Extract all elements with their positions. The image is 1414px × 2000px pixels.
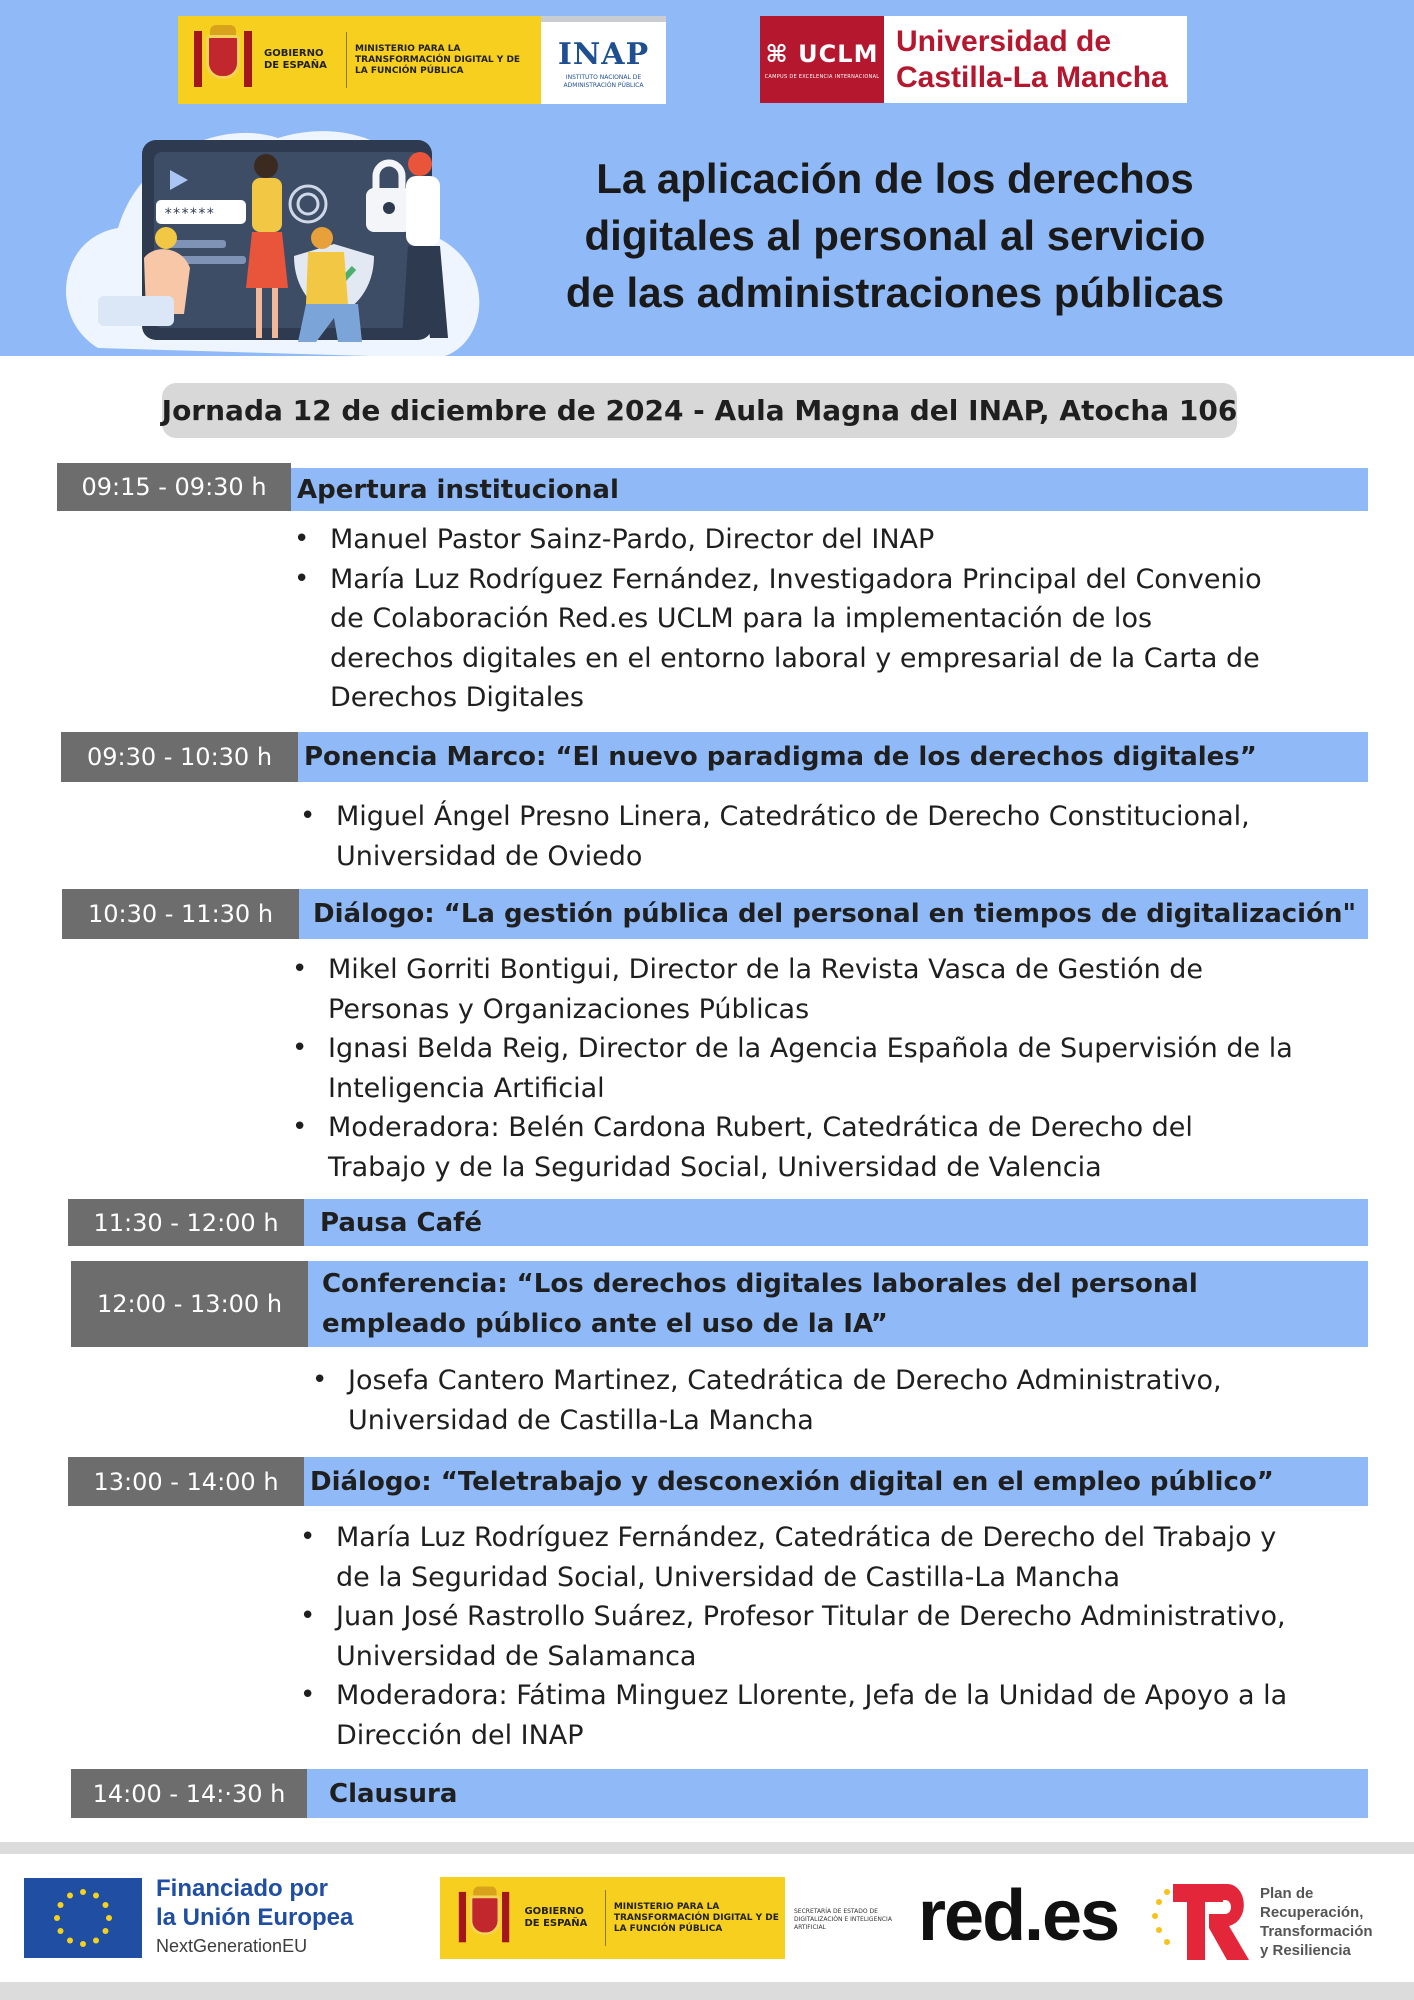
prtr-logo-icon [1145, 1874, 1255, 1964]
ministerio-label: MINISTERIO PARA LA TRANSFORMACIÓN DIGITAL Y DE LA FUNCIÓN PÚBLICA [355, 43, 521, 76]
uclm-wordmark: ⌘ UCLM [765, 39, 879, 68]
event-title-line1: La aplicación de los derechos [596, 155, 1194, 202]
list-item: • Moderadora: Belén Cardona Rubert, Catedrática de Derecho del Trabajo y de la Seguridad Social, Universidad de Valencia [286, 1108, 1366, 1187]
spain-coat-of-arms-icon [188, 25, 258, 95]
session-time: 13:00 - 14:00 h [68, 1457, 304, 1506]
event-title-line3: de las administraciones públicas [565, 269, 1225, 316]
uclm-name-line1: Universidad de [896, 24, 1112, 58]
uclm-antenna-icon: ⌘ [765, 39, 789, 68]
session-title: Apertura institucional [291, 468, 1368, 511]
session-title: Ponencia Marco: “El nuevo paradigma de los derechos digitales” [298, 732, 1368, 782]
list-item: • Manuel Pastor Sainz-Pardo, Director del INAP [288, 520, 1348, 560]
session-time: 12:00 - 13:00 h [71, 1261, 308, 1347]
list-item: • Mikel Gorriti Bontigui, Director de la Revista Vasca de Gestión de Personas y Organizaciones Públicas [286, 950, 1366, 1029]
event-title [505, 150, 1285, 321]
list-item: • Miguel Ángel Presno Linera, Catedrático de Derecho Constitucional, Universidad de Oviedo [294, 797, 1354, 876]
gobierno-label: GOBIERNO DE ESPAÑA [264, 48, 327, 71]
eu-funding-label: Financiado por la Unión Europea NextGenerationEU [156, 1875, 354, 1956]
svg-text:******: ****** [164, 206, 215, 222]
speaker-list [294, 1518, 1374, 1755]
eu-flag-icon [24, 1878, 142, 1958]
gobierno-inap-logo [178, 16, 666, 104]
spain-coat-of-arms-icon [453, 1887, 515, 1950]
speaker-list [288, 520, 1348, 718]
uclm-logo [760, 16, 1187, 103]
session-time: 09:30 - 10:30 h [61, 732, 298, 782]
header-banner [0, 0, 1414, 356]
uclm-tagline: CAMPUS DE EXCELENCIA INTERNACIONAL [764, 73, 880, 80]
cybersecurity-illustration [58, 118, 508, 356]
list-item: • María Luz Rodríguez Fernández, Investigadora Principal del Convenio de Colaboración Red.es UCLM para la implementación de los derechos digitales en el entorno laboral y empresarial de la Carta de Derechos Digitales [288, 560, 1348, 718]
speaker-list [294, 797, 1354, 876]
list-item: • Moderadora: Fátima Minguez Llorente, Jefa de la Unidad de Apoyo a la Dirección del INAP [294, 1676, 1374, 1755]
uclm-name-line2: Castilla-La Mancha [896, 60, 1168, 94]
event-title-line2: digitales al personal al servicio [584, 212, 1206, 259]
secretaria-label: SECRETARÍA DE ESTADO DE DIGITALIZACIÓN E INTELIGENCIA ARTIFICIAL [794, 1908, 892, 1931]
inap-subtitle: INSTITUTO NACIONAL DE ADMINISTRACIÓN PÚBLICA [563, 73, 644, 89]
session-title [308, 1261, 1368, 1347]
session-time: 11:30 - 12:00 h [68, 1199, 304, 1246]
session-title: Pausa Café [304, 1199, 1368, 1246]
speaker-list [306, 1361, 1366, 1440]
inap-wordmark: INAP [557, 36, 650, 72]
speaker-list [286, 950, 1366, 1187]
session-title-line2: empleado público ante el uso de la IA” [322, 1309, 888, 1339]
session-time: 14:00 - 14:·30 h [71, 1769, 307, 1818]
plan-recuperacion-label: Plan de Recuperación, Transformación y Resiliencia [1260, 1885, 1373, 1959]
list-item: • Josefa Cantero Martinez, Catedrática de Derecho Administrativo, Universidad de Castilla-La Mancha [306, 1361, 1366, 1440]
list-item: • Ignasi Belda Reig, Director de la Agencia Española de Supervisión de la Inteligencia Artificial [286, 1029, 1366, 1108]
event-date-location: Jornada 12 de diciembre de 2024 - Aula Magna del INAP, Atocha 106 [162, 383, 1237, 438]
list-item: • María Luz Rodríguez Fernández, Catedrática de Derecho del Trabajo y de la Seguridad Social, Universidad de Castilla-La Mancha [294, 1518, 1374, 1597]
footer-divider [0, 1842, 1414, 1854]
session-title: Diálogo: “La gestión pública del personal en tiempos de digitalización" [299, 889, 1368, 939]
session-title: Diálogo: “Teletrabajo y desconexión digital en el empleo público” [304, 1457, 1368, 1506]
redes-logo: red.es [918, 1876, 1119, 1956]
footer-bottom-band [0, 1982, 1414, 2000]
gobierno-ministerio-footer-logo: GOBIERNO DE ESPAÑA MINISTERIO PARA LA TRANSFORMACIÓN DIGITAL Y DE LA FUNCIÓN PÚBLICA [440, 1877, 785, 1959]
session-title: Clausura [307, 1769, 1368, 1818]
session-time: 10:30 - 11:30 h [62, 889, 299, 939]
session-time: 09:15 - 09:30 h [57, 463, 291, 511]
session-title-line1: Conferencia: “Los derechos digitales laborales del personal [322, 1269, 1198, 1299]
list-item: • Juan José Rastrollo Suárez, Profesor Titular de Derecho Administrativo, Universidad de Salamanca [294, 1597, 1374, 1676]
